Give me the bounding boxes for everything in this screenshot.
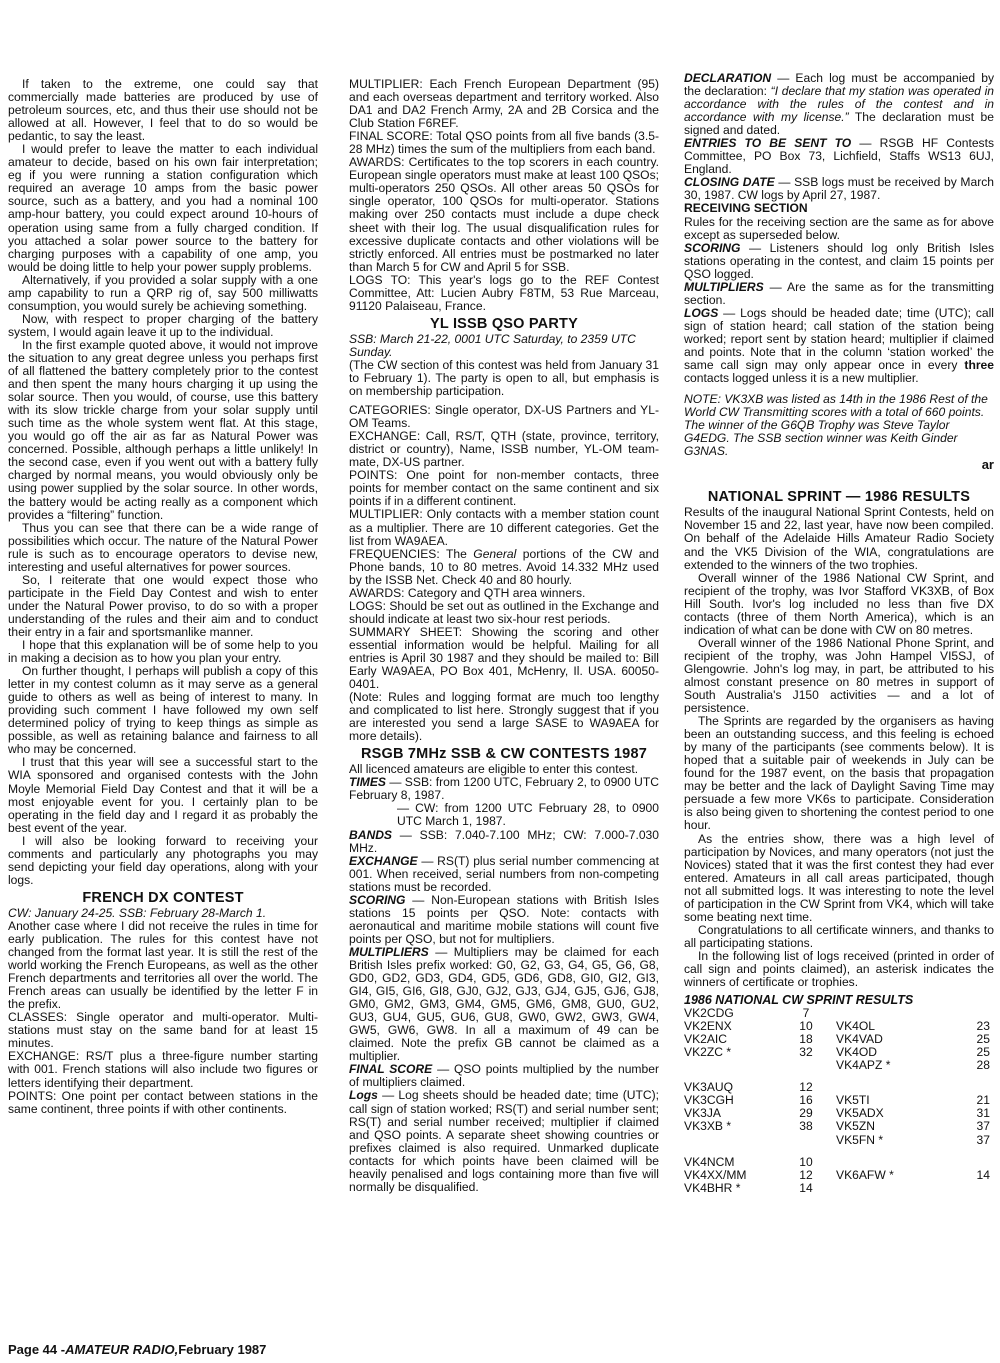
table-cell [776,1059,836,1072]
text: — Listeners should log only British Isles stations operating in the contest, and claim 15 points per QSO logged. [684,240,994,281]
table-cell: 10 [799,1154,813,1169]
table-cell: 14 [976,1167,990,1182]
table-cell: 12 [799,1167,813,1182]
label: BANDS [349,827,393,842]
label: TIMES [349,775,386,790]
table-cell: VK5ADX [836,1106,884,1121]
table-cell: 29 [799,1106,813,1121]
results-table-heading: 1986 NATIONAL CW SPRINT RESULTS [684,993,914,1008]
table-row [684,1156,990,1169]
table-cell: VK4XX/MM [684,1167,747,1182]
issue-date: February 1987 [178,1342,267,1357]
paragraph: EXCHANGE: RS/T plus a three-figure number starting with 001. French stations will also include two figures or letters identifying their department. [8,1049,318,1090]
table-cell: 23 [976,1019,990,1034]
text: General [473,546,517,561]
table-cell: 12 [799,1080,813,1095]
text: — RS(T) plus serial number commencing at 001. When received, serial numbers from non-competing stations must be recorded. [349,853,659,894]
paragraph: SUMMARY SHEET: Showing the scoring and other essential information would be helpful. Mailing for all entries is April 30 1987 and they should be mailed to: Bill Early WA9AEA, PO Box 401, McHenry, Il. USA. 60050-0401. [349,624,659,692]
table-cell: VK4BHR * [684,1180,741,1195]
table-cell [956,1156,990,1169]
paragraph: Overall winner of the 1986 National CW Sprint, and recipient of the trophy, was Ivor Stafford VK3XB, of Box Hill South. Ivor's log included no less than five DX contacts (three of them North America), which is an indication of what can be done with CW on 80 metres. [684,570,994,637]
paragraph: EXCHANGE: Call, RS/T, QTH (state, province, territory, district or country), Name, ISSB number, YL-OM team-mate, DX-US partner. [349,429,659,470]
table-cell: VK5TI [836,1093,870,1108]
label: EXCHANGE [349,853,418,868]
table-cell [684,1059,776,1072]
table-cell: VK3CGH [684,1093,734,1108]
paragraph [684,72,994,137]
table-cell: VK3JA [684,1106,721,1121]
paragraph: Overall winner of the 1986 National Phone Sprint, and recipient of the trophy, was John Hampel VI5SJ, of Glengowrie. John's log may, in part, be attributed to his almost constant presence on 80 metres in support of South Australia's J150 activities — and a lot of persistence. [684,635,994,716]
french-dx-dates: CW: January 24-25. SSB: February 28-March 1. [8,905,267,920]
text: — QSO points multiplied by the number of multipliers claimed. [349,1062,659,1090]
table-cell: 14 [799,1180,813,1195]
paragraph: In the following list of logs received (printed in order of call sign and points claimed), an asterisk indicates the winners of certificate or trophies. [684,948,994,990]
french-dx-heading: FRENCH DX CONTEST [82,889,244,906]
paragraph: AWARDS: Certificates to the top scorers in each country. European single operators must make at least 100 QSOs; multi-operators 250 QSOs. All other areas 50 QSOs for single operator, 100 QSOs for multi-operator. Stations making over 250 contacts must include a dupe check sheet with their log. The usual disqualification rules for excessive duplicate contacts and other violations will be strictly enforced. All entries must be postmarked no later than March 5 for CW and April 5 for SSB. [349,155,659,274]
table-cell: 37 [976,1119,990,1134]
table-cell: 37 [976,1132,990,1147]
table-cell: VK2CDG [684,1006,734,1021]
table-cell: 16 [799,1093,813,1108]
page-number: Page 44 - [8,1342,66,1357]
paragraph [349,946,659,1063]
table-cell: VK4OD [836,1045,877,1060]
table-row [684,1169,990,1182]
paragraph [349,548,659,587]
paragraph: Now, with respect to proper charging of the battery system, I would again leave it up to the individual. [8,311,318,339]
paragraph: CATEGORIES: Single operator, DX-US Partners and YL-OM Teams. [349,403,659,431]
column-1 [8,78,318,1116]
yl-issb-dates: SSB: March 21-22, 0001 UTC Saturday, to 2359 UTC Sunday. [349,331,636,359]
table-cell: 25 [976,1045,990,1060]
paragraph: Alternatively, if you provided a solar supply with a one amp capability to run a QRP rig of, say 500 milliwatts consumption, you would surely be achieving something. [8,272,318,313]
table-cell: 10 [799,1019,813,1034]
column-3 [684,72,994,1195]
label: MULTIPLIERS [684,279,764,294]
table-cell: VK4OL [836,1019,875,1034]
paragraph [684,137,994,176]
table-cell: 28 [976,1058,990,1073]
table-row [684,1120,990,1133]
table-cell: 25 [976,1032,990,1047]
receiving-section-heading: RECEIVING SECTION [684,201,808,216]
text: — SSB logs must be received by March 30, 1987. CW logs by April 27, 1987. [684,175,994,203]
paragraph: (The CW section of this contest was held from January 31 to February 1). The party is open to all, but emphasis is on membership participation. [349,357,659,399]
table-cell: VK2ZC * [684,1045,732,1060]
results-table [684,1007,990,1195]
label: CLOSING DATE [684,175,775,190]
paragraph: Rules for the receiving section are the same as for above except as superseded below. [684,214,994,242]
label: FINAL SCORE [349,1062,433,1077]
paragraph: I will also be looking forward to receiving your comments and particularly any photographs you may send depicting your field day operations, along with your logs. [8,833,318,887]
paragraph: So, I reiterate that one would expect those who participate in the Field Day Contest and wish to enter under the Natural Power proviso, to do so with a proper understanding of the rules and their aim and to conduct their entry in a fair and sportsmanlike manner. [8,572,318,639]
label: DECLARATION [684,71,772,85]
table-cell: VK5ZN [836,1119,875,1134]
table-cell: VK6AFW * [836,1167,894,1182]
text: — SSB: 7.040-7.100 MHz; CW: 7.000-7.030 MHz. [349,827,659,855]
yl-issb-heading: YL ISSB QSO PARTY [430,315,578,332]
paragraph: On further thought, I perhaps will publish a copy of this letter in my contest column as it may serve as a general guide to others as well as being of interest to many. In providing such comment I have followed my own self determined policy of trying to keep things as simple as possible, as well as retaining balance and fairness to all who may be concerned. [8,664,318,757]
page-footer [8,1342,266,1357]
table-cell: VK2AIC [684,1032,728,1047]
publication-name: AMATEUR RADIO, [65,1342,179,1357]
table-cell: 31 [976,1106,990,1121]
paragraph: MULTIPLIER: Each French European Department (95) and each overseas department and territory worked. Also DA1 and DA2 French Army, 2A and 2B Corsica and the Club Station F6REF. [349,77,659,131]
paragraph: Thus you can see that there can be a wide range of possibilities which occur. The nature of the Natural Power rule is such as to encourage operators to devise new, interesting and useful alternatives for power sources. [8,520,318,574]
rsgb-heading: RSGB 7MHz SSB & CW CONTESTS 1987 [361,746,647,763]
paragraph: LOGS: Should be set out as outlined in the Exchange and should indicate at least two six-hour rest periods. [349,598,659,626]
paragraph [349,829,659,855]
paragraph: Results of the inaugural National Sprint Contests, held on November 15 and 22, last year, have now been compiled. On behalf of the Adelaide Hills Amateur Radio Society and the VK5 Division of the WIA, congratulations are extended to the winners of the two trophies. [684,505,994,572]
paragraph: Congratulations to all certificate winners, and thanks to all participating stations. [684,922,994,950]
table-cell [684,1134,776,1147]
label: LOGS [684,305,719,320]
table-cell [956,1182,990,1195]
table-row [684,1182,990,1195]
paragraph: LOGS TO: This year's logs go to the REF Contest Committee, Att: Lucien Aubry F8TM, 53 Rue Marceau, 91120 Palaiseau, France. [349,272,659,313]
text: portions of the CW and Phone bands, 10 to 80 metres. Avoid 14.332 MHz used by the ISSB Net. Check 40 and 80 hourly. [349,546,659,587]
table-cell: VK5FN * [836,1132,884,1147]
paragraph [684,176,994,202]
rsgb-note: NOTE: VK3XB was listed as 14th in the 1986 Rest of the World CW Transmitting scores with a total of 660 points. The winner of the G6QB Trophy was Steve Taylor G4EDG. The SSB section winner was Keith Ginder G3NAS. [684,392,988,459]
paragraph: As the entries show, there was a high level of participation by Novices, and many operators (not just the Novices) stated that it was the first contest they had ever entered. Amateurs in all call areas participated, though not all submitted logs. It was interesting to note the level of participation in the CW Sprint from VK4, which will take some beating next time. [684,831,994,924]
text: — Logs should be headed date; time (UTC); call sign of station heard; call station of the station being worked; report sent by station heard; multiplier if claimed and points. Note that in the column ‘station worked’ the same call sign may only appear once in every [684,305,994,373]
byline: ar [981,457,994,473]
paragraph [349,1089,659,1193]
paragraph: If taken to the extreme, one could say that commercially made batteries are produced by use of petroleum sources, etc, and thus their use should not be allowed at all. However, I feel that to do so would be pedantic, to say the least. [8,77,318,144]
label: SCORING [349,892,406,907]
text: three [964,358,994,373]
table-cell: VK2ENX [684,1019,732,1034]
table-cell [836,1156,956,1169]
paragraph: Another case where I did not receive the rules in time for early publication. The rules for this contest have not changed from the format last year. It is still the rest of the world working the French Europeans, as well as the other French departments and territories all over the world. The French areas can usually be identified by the letter F in the prefix. [8,918,318,1012]
paragraph: AWARDS: Category and QTH area winners. [349,585,586,600]
table-cell: VK4NCM [684,1154,735,1169]
text: FREQUENCIES: The [349,546,474,561]
table-cell: VK3XB * [684,1119,732,1134]
text: — Non-European stations with British Isles stations 15 points per QSO. Note: contacts with aeronautical and maritime mobile stations will count five points per QSO, but not for multipliers. [349,892,659,946]
paragraph [349,776,659,802]
table-cell: 7 [802,1006,810,1021]
table-cell: 32 [799,1045,813,1060]
text: — Multipliers may be claimed for each British Isles prefix worked: G0, G2, G3, G4, G5, G6, G8, GD0, GD2, GD3, GD4, GD5, GD6, GD8, GI0, GI2, GI3, GI4, GI5, GI6, GI8, GJ0, GJ2, GJ3, GJ4, GJ5, GJ6, GJ8, GM0, GM2, GM3, GM4, GM5, GM6, GM8, GU0, GU2, GU3, GU4, GU5, GU6, GU8, GW0, GW2, GW3, GW4, GW5, GW6, GW8. In all a maximum of 49 can be claimed. Note the prefix GB cannot be claimed as a multiplier. [349,944,659,1064]
text: — Log sheets should be headed date; time (UTC); call sign of station worked; RS(T) and serial number sent; RS(T) and serial number received; multiplier if claimed and QSO points. A separate sheet showing countries or prefixes claimed is also required. Unmarked duplicate contacts for which points have been claimed will be heavily penalised and logs containing more than five will normally be disqualified. [349,1088,659,1194]
paragraph [349,894,659,946]
paragraph: I trust that this year will see a successful start to the WIA sponsored and organised contests with the John Moyle Memorial Field Day Contest and that it will be a most enjoyable event for you. I certainly plan to be operating in the field day and I regard it as probably the best event of the year. [8,755,318,835]
paragraph: I would prefer to leave the matter to each individual amateur to decide, based on his own fair interpretation; eg if you were running a station configuration which required an average 10 amps from the basic power source, such as a battery, and you had a nominal 100 amp-hour battery, you could expect around 10-hours of operation using same from a fully charged condition. If you attached a solar power source to the battery for charging purposes with a capability of one amp, you would be doing little to help your power supply problems. [8,142,318,274]
national-sprint-heading: NATIONAL SPRINT — 1986 RESULTS [707,489,971,506]
table-row [684,1059,990,1072]
table-cell [836,1182,956,1195]
paragraph: POINTS: One point for non-member contacts, three points for member contact on the same continent and six points if in a different continent. [349,468,659,509]
text: — SSB: from 1200 UTC, February 2, to 0900 UTC February 8, 1987. [349,775,659,803]
text: contacts logged unless it is a new multiplier. [684,371,919,386]
label: SCORING [684,240,741,255]
paragraph: — CW: from 1200 UTC February 28, to 0900 UTC March 1, 1987. [397,801,659,829]
table-cell [776,1134,836,1147]
label: MULTIPLIERS [349,944,429,959]
paragraph: I hope that this explanation will be of some help to you in making a decision as to how you plan your entry. [8,638,318,666]
paragraph: MULTIPLIER: Only contacts with a member station count as a multiplier. There are 10 different categories. Get the list from WA9AEA. [349,507,659,548]
table-row [684,1134,990,1147]
table-cell: 18 [799,1032,813,1047]
text: — Are the same as for the transmitting section. [684,279,994,307]
text: — Each log must be accompanied by the declaration: [684,71,994,99]
text: — RSGB HF Contests Committee, PO Box 73, Lichfield, Staffs WS13 6UJ, England. [684,136,994,177]
table-cell: VK4VAD [836,1032,883,1047]
paragraph: POINTS: One point per contact between stations in the same continent, three points if with other continents. [8,1088,318,1116]
paragraph: CLASSES: Single operator and multi-operator. Multi-stations must stay on the same band for at least 15 minutes. [8,1010,318,1051]
paragraph: In the first example quoted above, it would not improve the situation to any great degree unless you perhaps first of all flattened the battery completely prior to the contest and then spent the many hours charging it up using the solar source. Then you would, of course, use this battery with its slow trickle charge from your solar supply until such time as the whole system went flat. At this stage, you would go off the air as far as Natural Power was concerned. Possible, although perhaps a little unlikely! In the second case, even if you went out with a battery fully charged by normal means, you would obviously only be using power supplied by the solar source. In other words, the battery would be acting really as a component which provides a “filtering” function. [8,337,318,522]
table-cell: 38 [799,1119,813,1134]
text: The declaration must be signed and dated. [684,110,995,138]
label: Logs [349,1088,378,1103]
paragraph [684,281,994,307]
spacer [684,472,994,486]
paragraph: The Sprints are regarded by the organisers as having been an outstanding success, and this feeling is echoed by many of the participants (see comments below). It is hoped that a suitable pair of weekends in July can be found for the 1987 event, on the basis that propagation may be better and the lack of Daylight Saving Time may persuade a few more VK6s to participate. Consideration is also being given to shortening the contest period to one hour. [684,714,994,833]
paragraph: All licenced amateurs are eligible to enter this contest. [349,762,639,777]
table-cell: 21 [976,1093,990,1108]
label: ENTRIES TO BE SENT TO [684,136,852,151]
paragraph: (Note: Rules and logging format are much too lengthy and complicated to list here. Strongly suggest that if you are interested you send a large SASE to WA9AEA for more details). [349,690,659,744]
paragraph [684,307,994,385]
table-cell: VK3AUQ [684,1080,734,1095]
paragraph [349,1063,659,1089]
paragraph [684,242,994,281]
paragraph [349,855,659,894]
column-2 [349,78,659,1194]
paragraph: FINAL SCORE: Total QSO points from all five bands (3.5-28 MHz) times the sum of the multipliers from each band. [349,129,659,157]
table-cell: VK4APZ * [836,1058,891,1073]
text: “I declare that my station was operated in accordance with the rules of the contest and in accordance with my license.” [684,84,994,125]
